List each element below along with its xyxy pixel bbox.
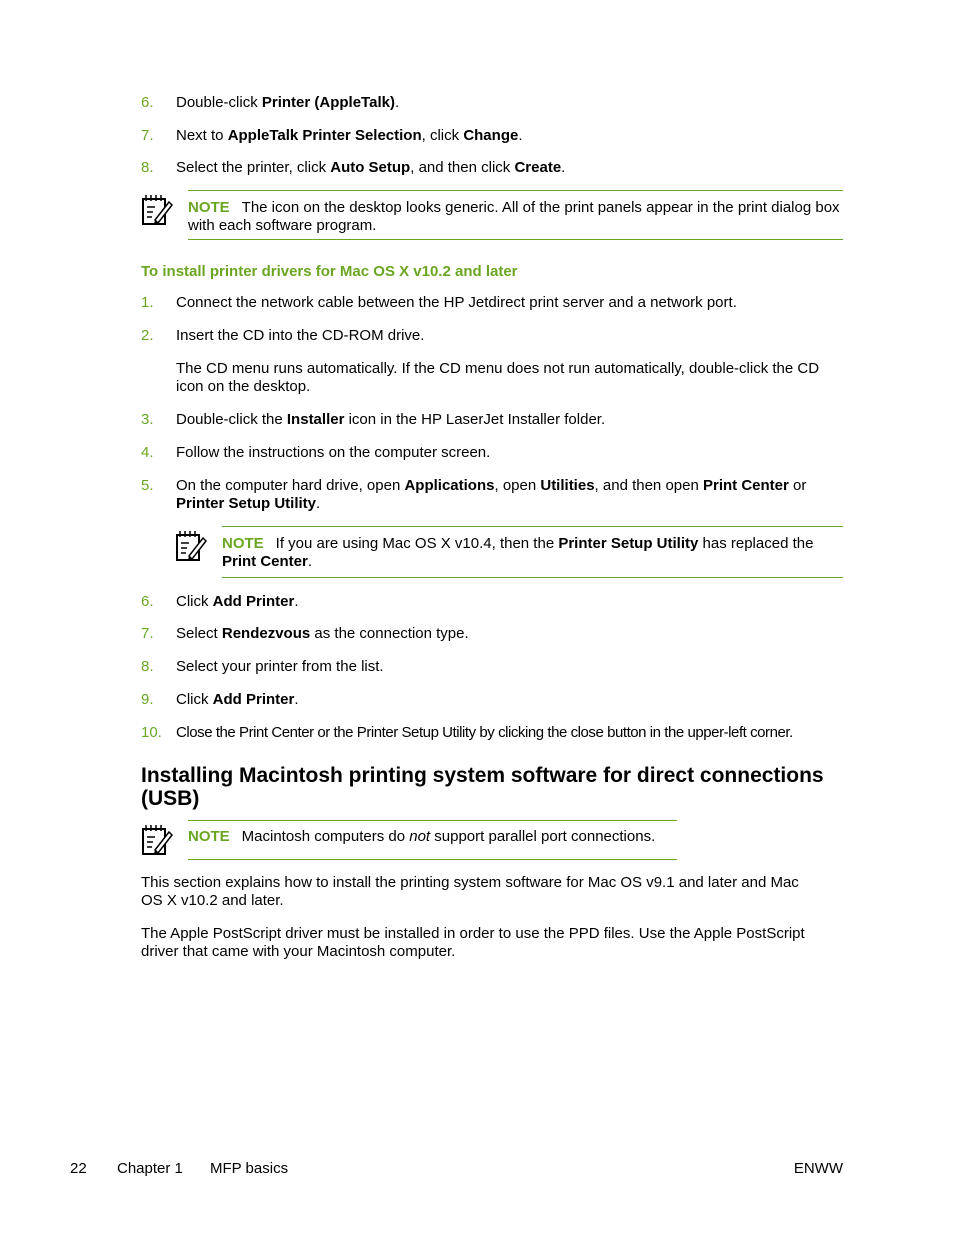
step-number: 5.: [141, 477, 154, 494]
step-number: 2.: [141, 327, 154, 344]
step-text: Close the Print Center or the Printer Setup Utility by clicking the close button in the upper-left corner.: [176, 724, 793, 741]
step-text: Insert the CD into the CD-ROM drive.: [176, 327, 425, 344]
note-box: [222, 526, 843, 578]
subheading: To install printer drivers for Mac OS X v10.2 and later: [141, 263, 518, 280]
step-text: Click Add Printer.: [176, 593, 299, 610]
note-text: NOTE The icon on the desktop looks generic. All of the print panels appear in the print dialog box with each software program.: [188, 199, 840, 234]
body-paragraph: The Apple PostScript driver must be installed in order to use the PPD files. Use the Apple PostScript driver that came with your Macintosh computer.: [141, 925, 805, 960]
step-continuation: The CD menu runs automatically. If the CD menu does not run automatically, double-click the CD icon on the desktop.: [176, 360, 820, 395]
step-number: 8.: [141, 658, 154, 675]
step-number: 7.: [141, 625, 154, 642]
note-icon: [175, 529, 207, 563]
step-text: Select Rendezvous as the connection type.: [176, 625, 469, 642]
step-number: 9.: [141, 691, 154, 708]
step-number: 4.: [141, 444, 154, 461]
step-text: On the computer hard drive, open Applications, open Utilities, and then open Print Center or Printer Setup Utility.: [176, 477, 807, 512]
body-paragraph: This section explains how to install the printing system software for Mac OS v9.1 and later and Mac OS X v10.2 and later.: [141, 874, 799, 909]
step-number: 10.: [141, 724, 162, 741]
footer-chapter-title: MFP basics: [210, 1160, 289, 1177]
note-text: NOTE If you are using Mac OS X v10.4, then the Printer Setup Utility has replaced the Print Center.: [222, 535, 814, 570]
section-heading: Installing Macintosh printing system software for direct connections (USB): [141, 764, 824, 810]
note-icon: [141, 193, 173, 227]
footer-chapter: Chapter 1: [117, 1160, 183, 1177]
step-text: Click Add Printer.: [176, 691, 299, 708]
step-number: 3.: [141, 411, 154, 428]
step-number: 6.: [141, 593, 154, 610]
step-number: 7.: [141, 127, 154, 144]
note-box: [188, 190, 843, 240]
step-text: Next to AppleTalk Printer Selection, click Change.: [176, 127, 523, 144]
footer-right-label: ENWW: [793, 1160, 843, 1177]
note-text: NOTE Macintosh computers do not support parallel port connections.: [188, 828, 656, 845]
step-text: Double-click the Installer icon in the HP LaserJet Installer folder.: [176, 411, 606, 428]
step-number: 6.: [141, 94, 154, 111]
step-text: Follow the instructions on the computer screen.: [176, 444, 491, 461]
step-number: 8.: [141, 159, 154, 176]
step-text: Connect the network cable between the HP Jetdirect print server and a network port.: [176, 294, 737, 311]
footer-page-number: 22: [70, 1160, 87, 1177]
step-number: 1.: [141, 294, 154, 311]
step-text: Select the printer, click Auto Setup, and then click Create.: [176, 159, 566, 176]
step-text: Select your printer from the list.: [176, 658, 384, 675]
step-text: Double-click Printer (AppleTalk).: [176, 94, 400, 111]
note-icon: [141, 823, 173, 857]
note-box: [188, 820, 677, 860]
